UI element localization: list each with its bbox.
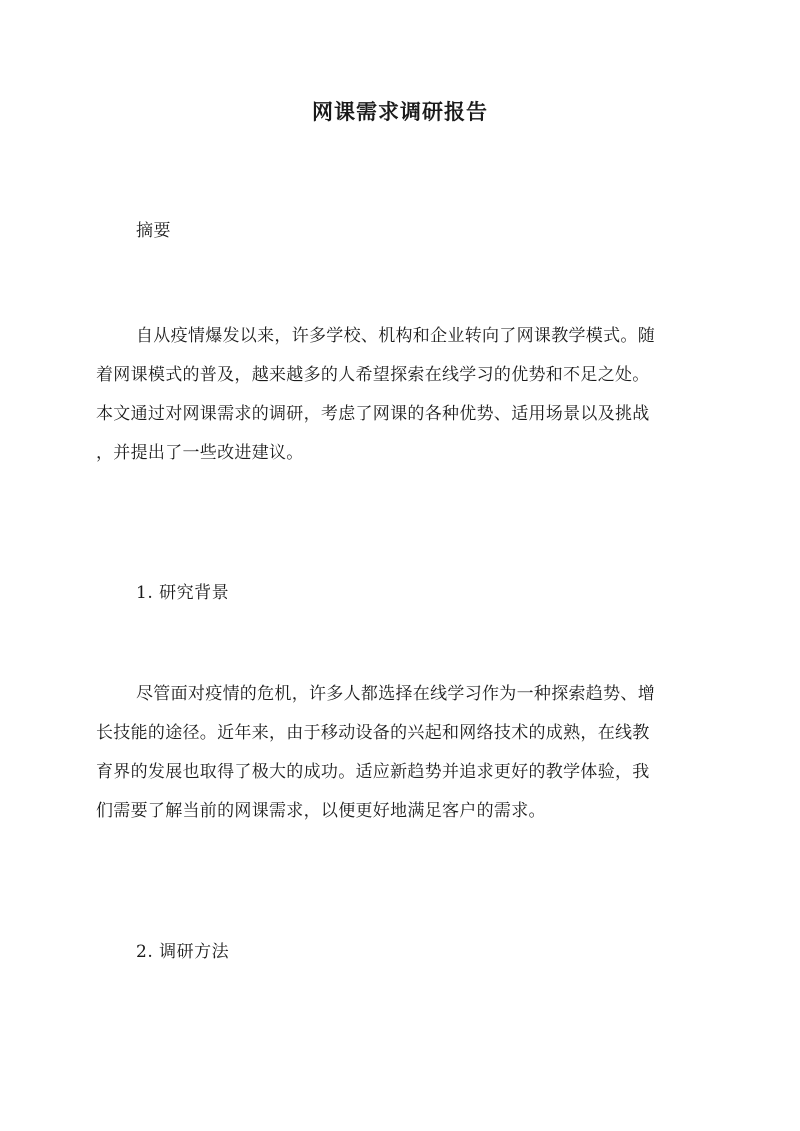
research-background-paragraph xyxy=(96,675,716,831)
paragraph-line: ，并提出了一些改进建议。 xyxy=(96,443,304,463)
section-heading-research-method: 2. 调研方法 xyxy=(136,942,230,962)
abstract-paragraph xyxy=(96,317,716,473)
paragraph-line: 着网课模式的普及，越来越多的人希望探索在线学习的优势和不足之处。 xyxy=(96,365,650,385)
paragraph-line: 自从疫情爆发以来，许多学校、机构和企业转向了网课教学模式。随 xyxy=(136,326,655,346)
paragraph-line: 本文通过对网课需求的调研，考虑了网课的各种优势、适用场景以及挑战 xyxy=(96,404,650,424)
paragraph-line: 们需要了解当前的网课需求，以便更好地满足客户的需求。 xyxy=(96,801,546,821)
paragraph-line: 尽管面对疫情的危机，许多人都选择在线学习作为一种探索趋势、增 xyxy=(136,684,655,704)
abstract-heading: 摘要 xyxy=(136,221,171,241)
page-title: 网课需求调研报告 xyxy=(312,99,488,124)
paragraph-line: 育界的发展也取得了极大的成功。适应新趋势并追求更好的教学体验，我 xyxy=(96,762,650,782)
section-heading-research-background: 1. 研究背景 xyxy=(136,583,230,603)
paragraph-line: 长技能的途径。近年来，由于移动设备的兴起和网络技术的成熟，在线教 xyxy=(96,723,650,743)
